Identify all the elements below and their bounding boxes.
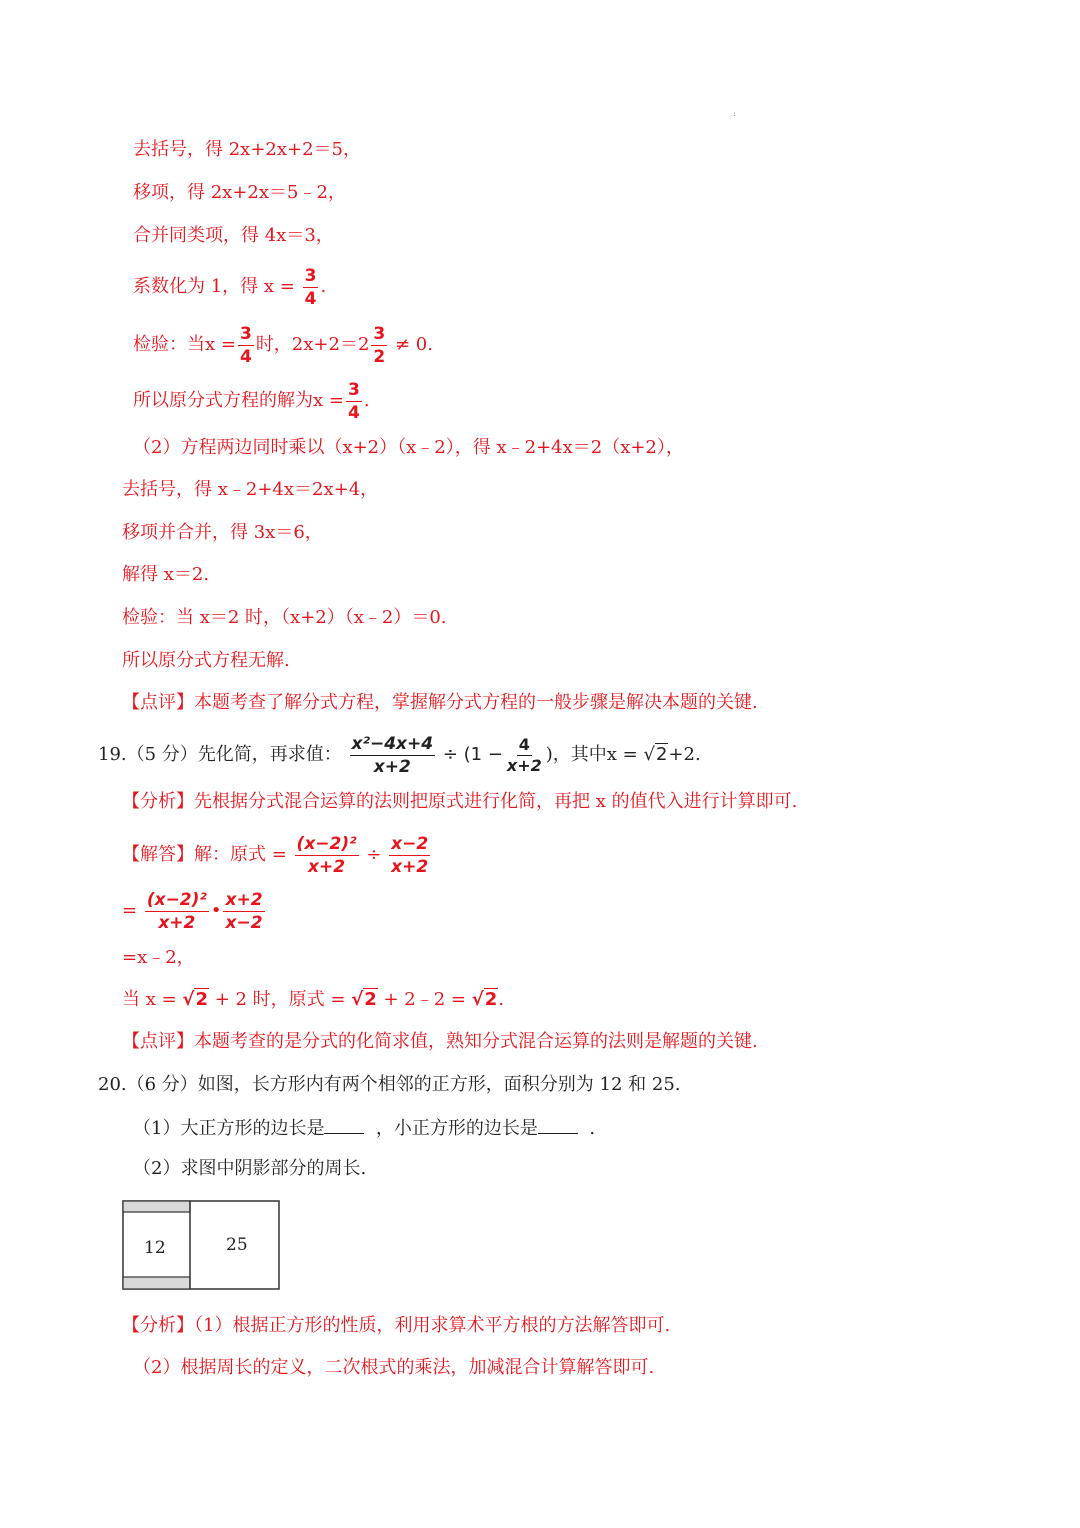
q19-answer-frac2: $\frac{x-2}{x+2}$ — [391, 833, 429, 877]
squares-figure — [122, 1200, 280, 1290]
q19-tail: +2. — [668, 744, 701, 765]
q20-p1-c: . — [589, 1118, 596, 1139]
solution-line-5 — [133, 322, 433, 368]
solution-line-12: 所以原分式方程无解. — [122, 650, 290, 671]
q19-step2-frac2: $\frac{x+2}{x-2}$ — [225, 889, 263, 933]
q19-step-2 — [122, 886, 267, 936]
q20-p1-a: （1）大正方形的边长是 — [133, 1118, 325, 1139]
q19-step4-pre: 当 x = — [122, 989, 177, 1010]
q19-review-text: 本题考查的是分式的化简求值，熟知分式混合运算的法则是解题的关键. — [194, 1031, 758, 1052]
solution-line-3: 合并同类项，得 4x＝3， — [133, 225, 334, 246]
q19-review — [122, 1030, 758, 1054]
line5-text-c: ≠ 0. — [394, 334, 433, 355]
q19-step4-mid1: + 2 时，原式 = — [214, 989, 346, 1010]
line5-text-a: 检验：当x = — [133, 334, 236, 355]
solution-line-2: 移项，得 2x+2x＝5﹣2， — [133, 182, 346, 203]
q20-analysis-1 — [122, 1314, 670, 1338]
answer-blank-large[interactable] — [324, 1115, 364, 1134]
solution-line-1: 去括号，得 2x+2x+2＝5， — [133, 139, 361, 160]
q19-analysis-text: 先根据分式混合运算的法则把原式进行化简，再把 x 的值代入进行计算即可. — [194, 791, 798, 812]
squares-figure-svg — [122, 1200, 280, 1290]
q19-sqrt: √2 — [643, 744, 668, 765]
q19-fraction-2: $\frac{4}{x+2}$ — [506, 734, 542, 775]
q20-analysis-2: （2）根据周长的定义，二次根式的乘法，加减混合计算解答即可. — [133, 1357, 655, 1378]
fraction-3-4b: $\frac{3}{4}$ — [239, 323, 252, 367]
fraction-3-4: $\frac{3}{4}$ — [304, 265, 317, 309]
large-square-label: 25 — [226, 1235, 248, 1255]
q19-analysis — [122, 790, 797, 814]
shaded-strip-top — [123, 1201, 190, 1212]
q19-step-3: =x﹣2， — [122, 947, 195, 968]
small-square-label: 12 — [144, 1238, 166, 1258]
q19-prefix: 19.（5 分）先化简，再求值： — [98, 744, 342, 765]
q19-answer-tag: 【解答】 — [122, 844, 194, 865]
review-text: 本题考查了解分式方程，掌握解分式方程的一般步骤是解决本题的关键. — [194, 692, 758, 713]
q19-answer — [122, 830, 432, 880]
q19-answer-pre: 解：原式 = — [194, 844, 287, 865]
q19-answer-div: ÷ — [366, 844, 382, 865]
solution-line-11: 检验：当 x＝2 时，（x+2）（x﹣2）＝0. — [122, 607, 447, 628]
q19-step2-dot: • — [210, 900, 222, 921]
line5-text-b: 时，2x+2＝2 — [255, 334, 370, 355]
answer-blank-small[interactable] — [538, 1115, 578, 1134]
shaded-strip-bottom — [123, 1277, 190, 1289]
fraction-3-2: $\frac{3}{2}$ — [373, 323, 386, 367]
q19-operator: ÷ (1 − — [442, 744, 503, 765]
solution-line-7: （2）方程两边同时乘以（x+2）（x﹣2），得 x﹣2+4x＝2（x+2）， — [133, 437, 684, 458]
q19-close: )，其中x = — [545, 744, 638, 765]
review-line-18 — [122, 691, 758, 715]
q19-analysis-tag: 【分析】 — [122, 791, 194, 812]
question-20: 20.（6 分）如图，长方形内有两个相邻的正方形，面积分别为 12 和 25. — [98, 1074, 681, 1095]
solution-line-10: 解得 x＝2. — [122, 564, 210, 585]
q19-step4-sqrt2: √2 — [351, 989, 377, 1010]
line4-text: 系数化为 1，得 x = — [133, 276, 295, 297]
q19-step4-mid2: + 2﹣2 = — [383, 989, 467, 1010]
q19-step-4 — [122, 988, 504, 1012]
solution-line-6: 所以原分式方程的解为x = $\frac{3}{4}$ . — [133, 379, 370, 423]
q19-answer-frac1: $\frac{\text{(x−2)²}}{x+2}$ — [296, 833, 357, 877]
line6-text: 所以原分式方程的解为x = — [133, 390, 344, 411]
question-19 — [98, 730, 701, 780]
q20-p1-b: ，小正方形的边长是 — [375, 1118, 538, 1139]
solution-line-4: 系数化为 1，得 x = $\frac{3}{4}$ . — [133, 265, 327, 309]
q19-fraction-1: $\frac{\text{x²−4x+4}}{x+2}$ — [351, 733, 434, 777]
q20-part-2: （2）求图中阴影部分的周长. — [133, 1158, 367, 1179]
fraction-3-4c: $\frac{3}{4}$ — [347, 379, 360, 423]
solution-line-8: 去括号，得 x﹣2+4x＝2x+4， — [122, 479, 379, 500]
solution-line-9: 移项并合并，得 3x＝6， — [122, 522, 323, 543]
q20-analysis-text1: （1）根据正方形的性质，利用求算术平方根的方法解答即可. — [194, 1315, 671, 1336]
q19-step4-sqrt3: √2 — [471, 989, 498, 1010]
q20-part-1 — [133, 1115, 595, 1141]
q19-step2-eq: = — [122, 900, 138, 921]
review-tag: 【点评】 — [122, 692, 194, 713]
q19-step4-end: . — [498, 989, 505, 1010]
q19-step4-sqrt1: √2 — [182, 989, 208, 1010]
page-mark: : — [733, 109, 736, 118]
q20-analysis-tag: 【分析】 — [122, 1315, 194, 1336]
q19-review-tag: 【点评】 — [122, 1031, 194, 1052]
q19-step2-frac1: $\frac{\text{(x−2)²}}{x+2}$ — [146, 889, 207, 933]
